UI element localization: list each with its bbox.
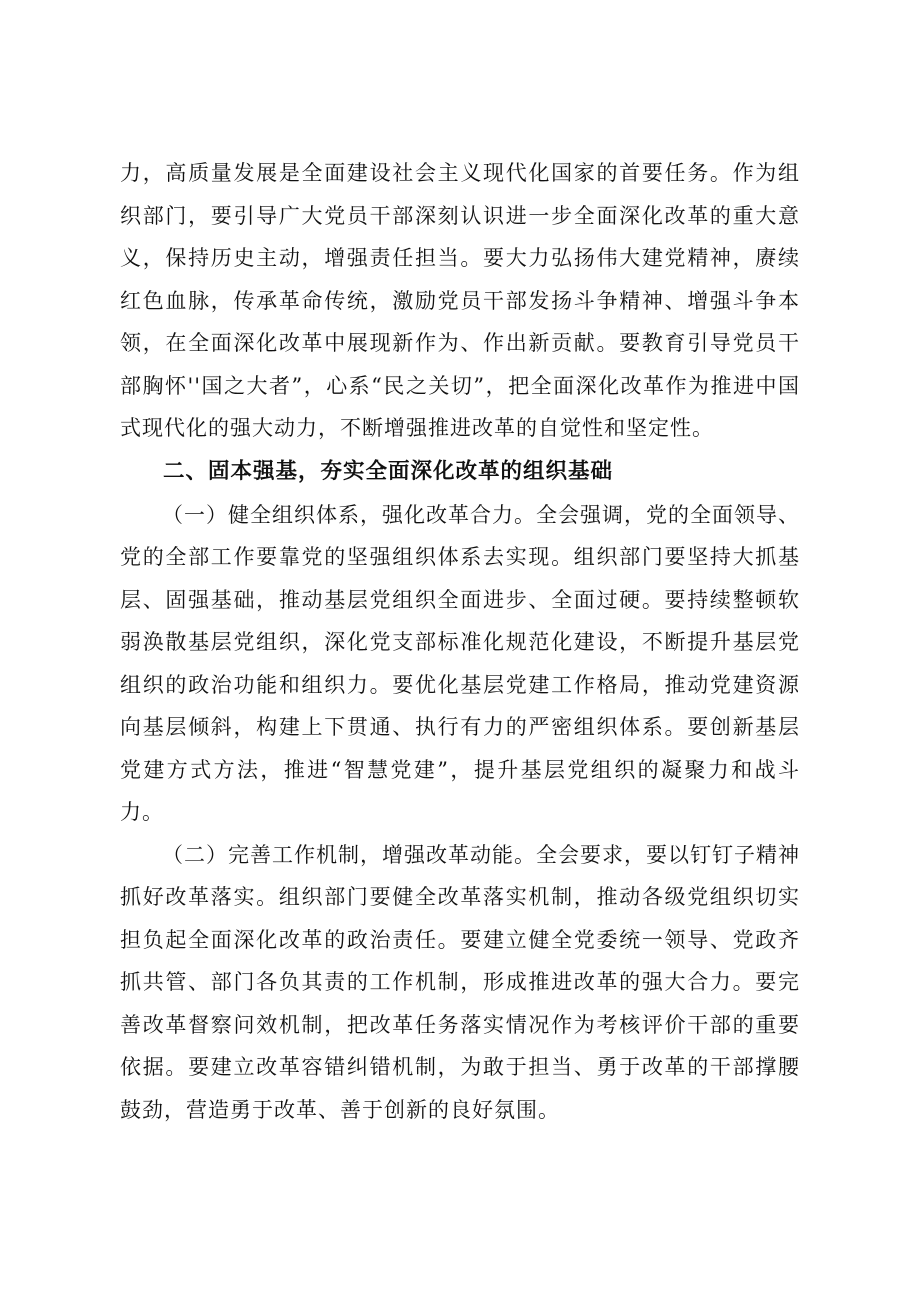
section-heading: 二、固本强基，夯实全面深化改革的组织基础 [163,458,614,484]
body-paragraph-2: （二）完善工作机制，增强改革动能。全会要求，要以钉钉子精神抓好改革落实。组织部门要健全改革落实机制，推动各级党组织切实担负起全面深化改革的政治责任。要建立健全党委统一领导、党政齐抓共管、部门各负其责的工作机制，形成推进改革的强大合力。要完善改革督察问效机制，把改革任务落实情况作为考核评价干部的重要依据。要建立改革容错纠错机制，为敢于担当、勇于改革的干部撑腰鼓劲，营造勇于改革、善于创新的良好氛围。 [120,842,800,1122]
document-body [120,152,800,1131]
body-paragraph-1: （一）健全组织体系，强化改革合力。全会强调，党的全面领导、党的全部工作要靠党的坚强组织体系去实现。组织部门要坚持大抓基层、固强基础，推动基层党组织全面进步、全面过硬。要持续整顿软弱涣散基层党组织，深化党支部标准化规范化建设，不断提升基层党组织的政治功能和组织力。要优化基层党建工作格局，推动党建资源向基层倾斜，构建上下贯通、执行有力的严密组织体系。要创新基层党建方式方法，推进“智慧党建”，提升基层党组织的凝聚力和战斗力。 [120,502,800,824]
opening-paragraph: 力，高质量发展是全面建设社会主义现代化国家的首要任务。作为组织部门，要引导广大党员干部深刻认识进一步全面深化改革的重大意义，保持历史主动，增强责任担当。要大力弘扬伟大建党精神，赓续红色血脉，传承革命传统，激励党员干部发扬斗争精神、增强斗争本领，在全面深化改革中展现新作为、作出新贡献。要教育引导党员干部胸怀''国之大者”，心系“民之关切”，把全面深化改革作为推进中国式现代化的强大动力，不断增强推进改革的自觉性和坚定性。 [120,161,800,440]
